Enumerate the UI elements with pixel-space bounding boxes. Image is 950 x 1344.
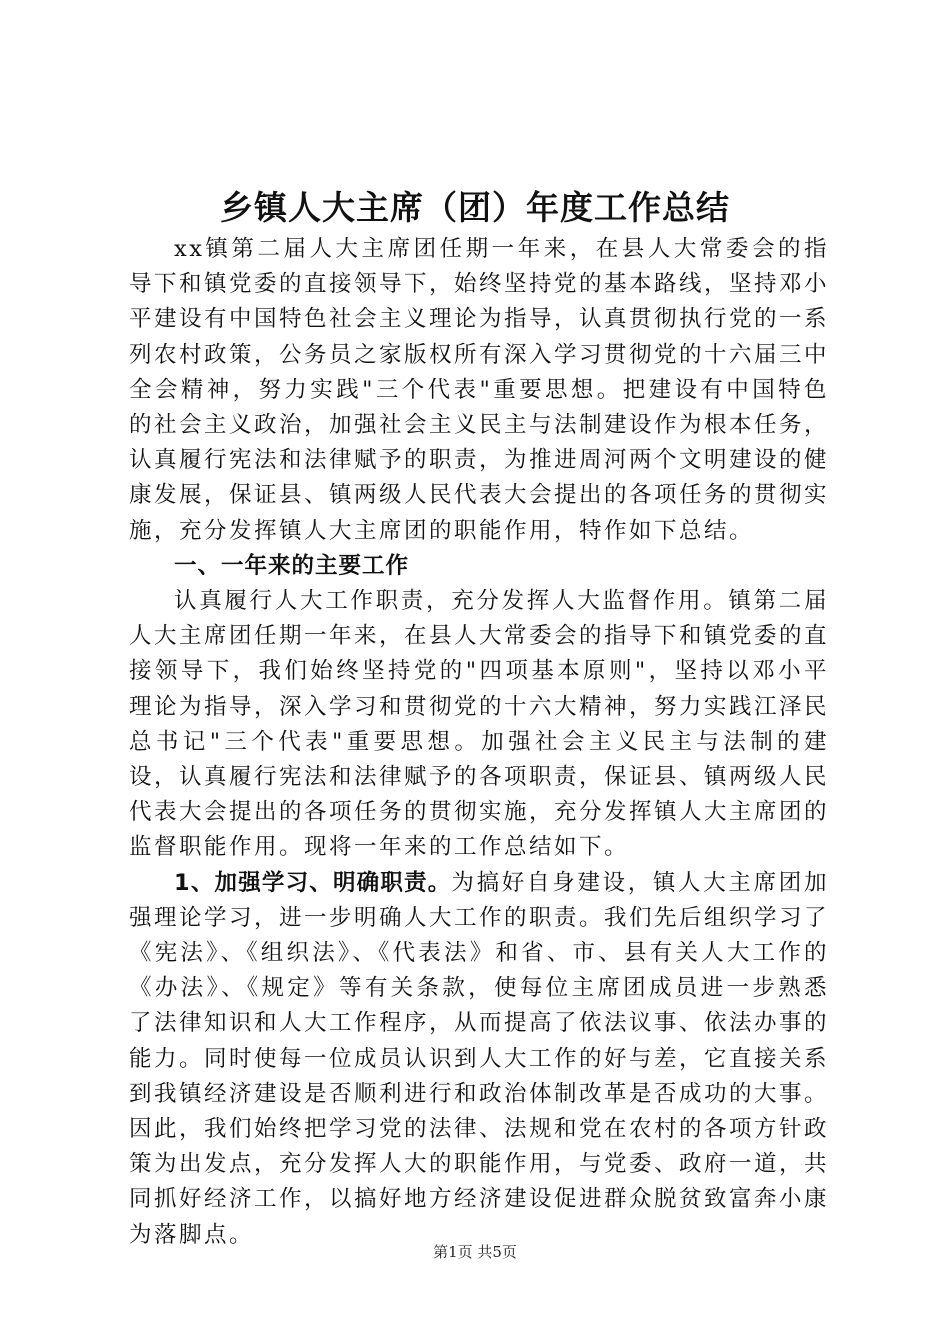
- item-body: 为搞好自身建设，镇人大主席团加强理论学习，进一步明确人大工作的职责。我们先后组织学习了《宪法》、《组织法》、《代表法》和省、市、县有关人大工作的《办法》、《规定》等有关条款，使每位主席团成员进一步熟悉了法律知识和人大工作程序，从而提高了依法议事、依法办事的能力。同时使每一位成员认识到人大工作的好与差，它直接关系到我镇经济建设是否顺利进行和政治体制改革是否成功的大事。因此，我们始终把学习党的法律、法规和党在农村的各项方针政策为出发点，充分发挥人大的职能作用，与党委、政府一道，共同抓好经济工作，以搞好地方经济建设促进群众脱贫致富奔小康为落脚点。: [129, 869, 830, 1248]
- item-paragraph: [129, 866, 829, 1253]
- intro-paragraph: xx镇第二届人大主席团任期一年来，在县人大常委会的指导下和镇党委的直接领导下，始终坚持党的基本路线，坚持邓小平建设有中国特色社会主义理论为指导，认真贯彻执行党的一系列农村政策，公务员之家版权所有深入学习贯彻党的十六届三中全会精神，努力实践"三个代表"重要思想。把建设有中国特色的社会主义政治，加强社会主义民主与法制建设作为根本任务，认真履行宪法和法律赋予的职责，为推进周河两个文明建设的健康发展，保证县、镇两级人民代表大会提出的各项任务的贯彻实施，充分发挥镇人大主席团的职能作用，特作如下总结。: [129, 236, 830, 544]
- section-paragraph: 认真履行人大工作职责，充分发挥人大监督作用。镇第二届人大主席团任期一年来，在县人大常委会的指导下和镇党委的直接领导下，我们始终坚持党的"四项基本原则"，坚持以邓小平理论为指导，深入学习和贯彻党的十六大精神，努力实践江泽民总书记"三个代表"重要思想。加强社会主义民主与法制的建设，认真履行宪法和法律赋予的各项职责，保证县、镇两级人民代表大会提出的各项任务的贯彻实施，充分发挥镇人大主席团的监督职能作用。现将一年来的工作总结如下。: [129, 588, 830, 861]
- section-heading: 一、一年来的主要工作: [174, 552, 410, 579]
- item-lead: 1、加强学习、明确职责。: [174, 869, 452, 896]
- document-title: 乡镇人大主席（团）年度工作总结: [220, 188, 730, 227]
- document-body: [129, 232, 829, 1253]
- page-footer: 第1页 共5页: [433, 1243, 517, 1261]
